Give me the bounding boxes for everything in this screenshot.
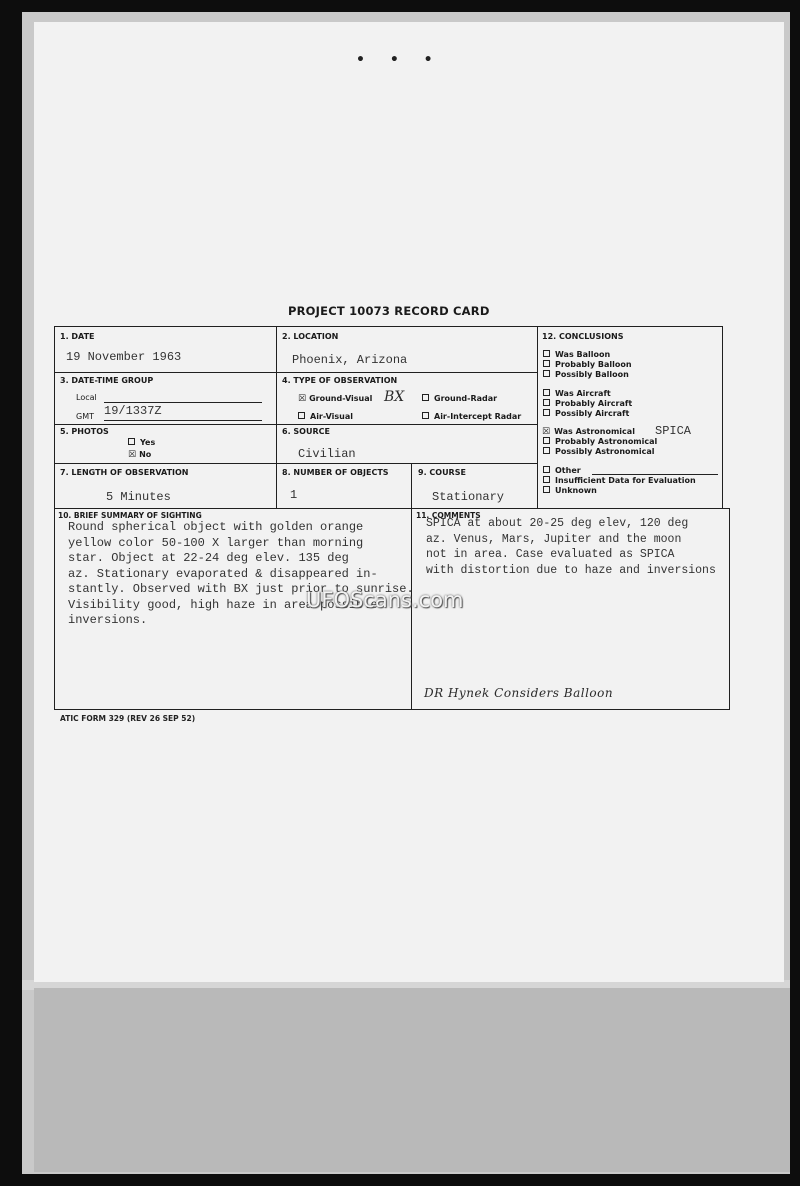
checkbox-icon [543,370,550,377]
conclusion-option: Probably Astronomical [543,437,657,447]
conclusion-option: Possibly Aircraft [543,409,632,419]
form-id: ATIC FORM 329 (REV 26 SEP 52) [60,714,196,723]
photos-no-option: ☒ No [128,450,152,460]
comment-line: not in area. Case evaluated as SPICA [426,548,675,561]
ground-radar-option: Ground-Radar [422,394,497,404]
photos-label: 5. PHOTOS [60,427,109,436]
comment-line: az. Venus, Mars, Jupiter and the moon [426,532,682,546]
course-value: Stationary [432,490,505,504]
summary-line: stantly. Observed with BX just prior to sunrise. [68,582,414,596]
checkbox-icon [543,399,550,406]
other-fill-line [592,474,718,475]
brief-summary-text [68,520,414,629]
checked-box-icon: ☒ [542,427,551,437]
checked-box-icon: ☒ [298,394,307,404]
location-label: 2. LOCATION [282,332,339,341]
number-of-objects-label: 8. NUMBER OF OBJECTS [282,468,389,477]
comments-label: 11. COMMENTS [416,511,481,520]
conclusions-label: 12. CONCLUSIONS [542,332,624,341]
header-marks: • • • [356,52,443,68]
checkbox-icon [543,360,550,367]
summary-line: Visibility good, high haze in area possible [68,597,378,612]
source-label: 6. SOURCE [282,427,330,436]
watermark: UFOScans.com [306,588,464,612]
conclusion-option-checked: ☒ Was Astronomical [542,427,635,437]
date-time-group-label: 3. DATE-TIME GROUP [60,376,154,385]
checkbox-icon [543,409,550,416]
brief-summary-label: 10. BRIEF SUMMARY OF SIGHTING [58,511,202,520]
checkbox-icon [543,350,550,357]
summary-line: star. Object at 22-24 deg elev. 135 deg [68,551,349,565]
checkbox-icon [422,394,429,401]
location-value: Phoenix, Arizona [292,353,408,367]
gmt-value: 19/1337Z [104,404,162,418]
checkbox-icon [543,447,550,454]
conclusion-option: Probably Balloon [543,360,632,370]
checked-box-icon: ☒ [128,450,137,460]
conclusion-option: Probably Aircraft [543,399,632,409]
conclusions-group-aircraft [543,389,632,419]
local-time-line [104,402,262,403]
date-value: 19 November 1963 [66,350,182,364]
number-of-objects-value: 1 [290,488,298,502]
ground-visual-option: ☒ Ground-Visual [298,394,373,404]
conclusion-option: Possibly Astronomical [543,447,657,457]
summary-line: yellow color 50-100 X larger than morning [68,535,364,550]
summary-line: inversions. [68,613,148,627]
comment-line: SPICA at about 20-25 deg elev, 120 deg [426,517,689,530]
checkbox-icon [543,437,550,444]
conclusions-group-balloon [543,350,632,380]
local-time-label: Local [76,393,97,402]
observation-length-value: 5 Minutes [106,490,171,504]
comments-handnote: DR Hynek Considers Balloon [424,686,614,700]
ground-visual-handnote: BX [384,389,405,405]
checkbox-icon [543,486,550,493]
conclusions-group-astronomical [542,427,656,457]
checkbox-icon [543,389,550,396]
checkbox-icon [543,476,550,483]
underlying-page [34,988,790,1172]
air-visual-option: Air-Visual [298,412,353,422]
gmt-label: GMT [76,412,94,421]
conclusion-option: Unknown [543,486,696,496]
observation-length-label: 7. LENGTH OF OBSERVATION [60,468,189,477]
summary-line: Round spherical object with golden orange [68,520,364,534]
conclusion-option: Possibly Balloon [543,370,632,380]
astronomical-note: SPICA [655,424,692,438]
conclusion-option: Other [543,466,696,476]
source-value: Civilian [298,447,356,461]
conclusion-option: Was Aircraft [543,389,632,399]
air-intercept-radar-option: Air-Intercept Radar [422,412,521,422]
checkbox-icon [422,412,429,419]
course-label: 9. COURSE [418,468,466,477]
conclusion-option: Was Balloon [543,350,632,360]
checkbox-icon [543,466,550,473]
card-title: PROJECT 10073 RECORD CARD [288,304,490,318]
observation-type-label: 4. TYPE OF OBSERVATION [282,376,398,385]
gmt-line [104,420,262,421]
comments-text [426,516,716,578]
summary-line: az. Stationary evaporated & disappeared in- [68,566,378,581]
conclusions-group-other [543,466,696,496]
photos-yes-option: Yes [128,438,155,448]
checkbox-icon [298,412,305,419]
conclusion-option: Insufficient Data for Evaluation [543,476,696,486]
date-label: 1. DATE [60,332,95,341]
checkbox-icon [128,438,135,445]
comment-line: with distortion due to haze and inversions [426,563,716,577]
